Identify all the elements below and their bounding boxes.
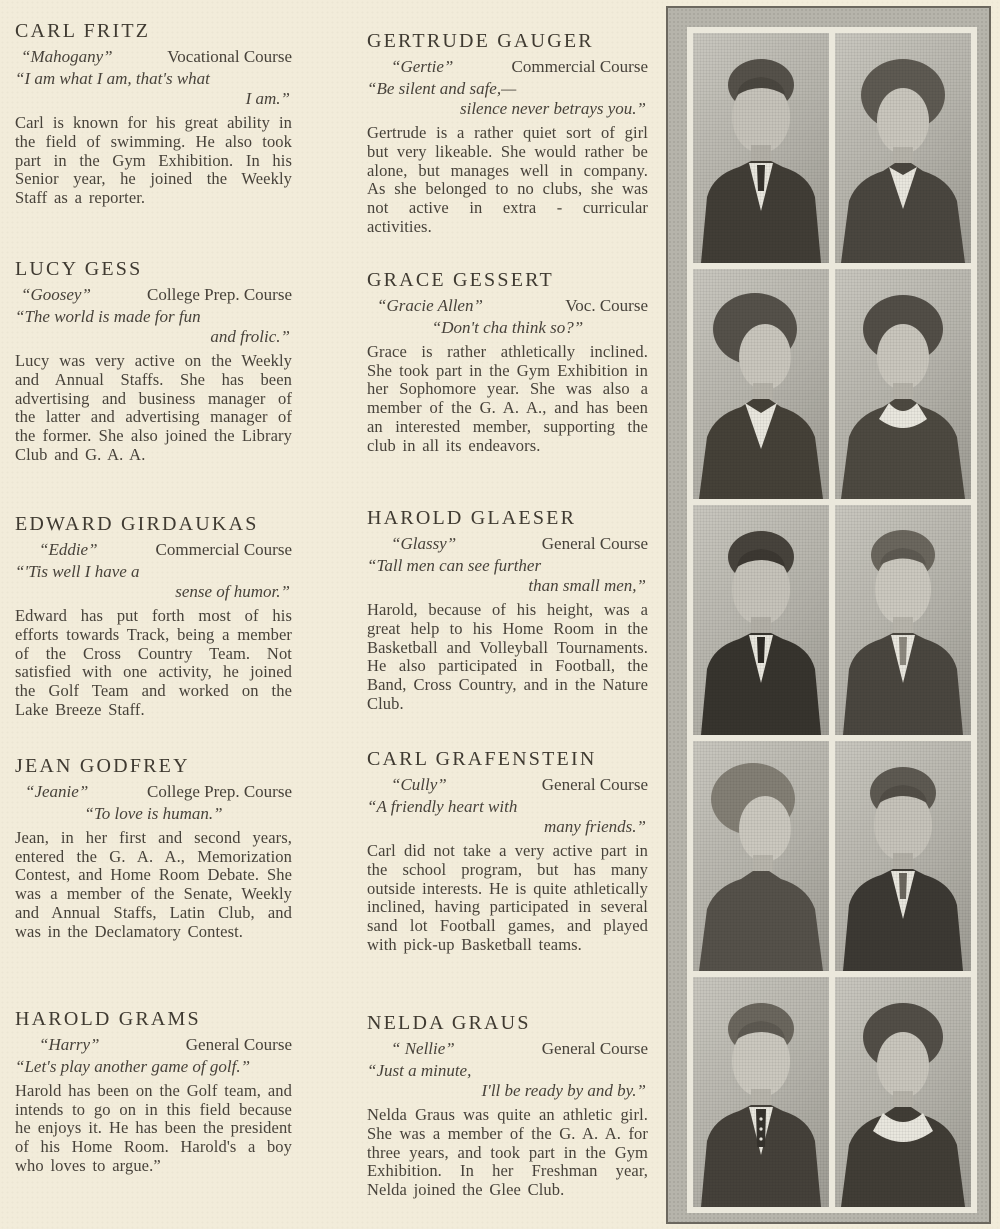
female-portrait-silhouette-icon xyxy=(835,33,971,263)
portrait-photo-jean-godfrey xyxy=(693,741,829,971)
female-portrait-silhouette-icon xyxy=(693,269,829,499)
text-column-left xyxy=(15,0,292,1229)
student-bio: Harold has been on the Golf team, and intends to go on in this field because he enjoys it. He has been the president of his Home Room. Harold's a boy who loves to argue.” xyxy=(15,1081,292,1175)
photo-mat xyxy=(687,27,977,1213)
portrait-photo-grace-gessert xyxy=(835,269,971,499)
student-course: General Course xyxy=(541,534,648,553)
student-course: Commercial Course xyxy=(511,57,648,76)
student-bio: Grace is rather athletically inclined. She took part in the Gym Exhibition in her Sophomore year. She was also a member of the G. A. A., and has been an interested member, supporting the club in all its endeavors. xyxy=(367,342,648,455)
student-entry-carl-fritz xyxy=(15,20,292,208)
student-name: CARL FRITZ xyxy=(15,20,151,42)
student-name: LUCY GESS xyxy=(15,258,143,280)
male-portrait-silhouette-icon xyxy=(693,505,829,735)
student-nickname: “Jeanie” xyxy=(25,782,89,801)
female-portrait-silhouette-icon xyxy=(835,977,971,1207)
student-quote: “Be silent and safe,— silence never betrays you.” xyxy=(367,79,646,119)
student-name: NELDA GRAUS xyxy=(367,1012,531,1034)
student-nickname: “Goosey” xyxy=(21,285,91,304)
student-entry-edward-girdaukas xyxy=(15,513,292,719)
student-entry-carl-grafenstein xyxy=(367,748,648,954)
student-name: JEAN GODFREY xyxy=(15,755,190,777)
student-nickname: “Gertie” xyxy=(391,57,454,76)
student-name: GRACE GESSERT xyxy=(367,269,554,291)
portrait-photo-harold-glaeser xyxy=(835,505,971,735)
student-name: HAROLD GRAMS xyxy=(15,1008,201,1030)
student-quote: “Just a minute, I'll be ready by and by.” xyxy=(367,1061,646,1101)
student-course: College Prep. Course xyxy=(147,782,292,801)
student-course: Commercial Course xyxy=(155,540,292,559)
nickname-course-line xyxy=(367,296,648,316)
student-name: EDWARD GIRDAUKAS xyxy=(15,513,259,535)
student-nickname: “ Nellie” xyxy=(391,1039,455,1058)
student-quote: “A friendly heart with many friends.” xyxy=(367,797,646,837)
male-portrait-silhouette-icon xyxy=(835,505,971,735)
female-portrait-silhouette-icon xyxy=(693,741,829,971)
student-entry-grace-gessert xyxy=(367,269,648,455)
male-portrait-silhouette-icon xyxy=(693,33,829,263)
student-bio: Jean, in her first and second years, entered the G. A. A., Memorization Contest, and Home Room Debate. She was a member of the Senate, Weekly and Annual Staffs, Latin Club, and was in the Declamatory Contest. xyxy=(15,828,292,941)
student-nickname: “Cully” xyxy=(391,775,447,794)
student-quote: “To love is human.” xyxy=(84,804,223,823)
student-entry-jean-godfrey xyxy=(15,755,292,941)
student-quote: “Don't cha think so?” xyxy=(431,318,584,337)
student-entry-harold-glaeser xyxy=(367,507,648,713)
student-nickname: “Gracie Allen” xyxy=(377,296,483,315)
student-course: College Prep. Course xyxy=(147,285,292,304)
portrait-photo-nelda-graus xyxy=(835,977,971,1207)
student-bio: Carl is known for his great ability in the field of swimming. He also took part in the Gym Exhibition. In his Senior year, he joined the Weekly Staff as a reporter. xyxy=(15,113,292,207)
student-quote: “'Tis well I have a sense of humor.” xyxy=(15,562,290,602)
student-nickname: “Harry” xyxy=(39,1035,100,1054)
nickname-course-line xyxy=(15,782,292,802)
nickname-course-line xyxy=(15,285,292,305)
portrait-photo-lucy-gess xyxy=(693,269,829,499)
nickname-course-line xyxy=(367,534,648,554)
student-bio: Gertrude is a rather quiet sort of girl but very likeable. She would rather be alone, but manages well in company. As she belonged to no clubs, she was not active in extra - curricular activities. xyxy=(367,123,648,236)
student-entry-nelda-graus xyxy=(367,1012,648,1200)
female-portrait-silhouette-icon xyxy=(835,269,971,499)
male-portrait-silhouette-icon xyxy=(835,741,971,971)
student-quote: “Tall men can see further than small men,” xyxy=(367,556,646,596)
student-course: General Course xyxy=(541,775,648,794)
nickname-course-line xyxy=(367,57,648,77)
portrait-photo-harold-grams xyxy=(693,977,829,1207)
nickname-course-line xyxy=(15,1035,292,1055)
portrait-photo-carl-grafenstein xyxy=(835,741,971,971)
portrait-photo-carl-fritz xyxy=(693,33,829,263)
male-portrait-silhouette-icon xyxy=(693,977,829,1207)
student-name: CARL GRAFENSTEIN xyxy=(367,748,597,770)
student-nickname: “Glassy” xyxy=(391,534,457,553)
student-name: GERTRUDE GAUGER xyxy=(367,30,594,52)
portrait-photo-edward-girdaukas xyxy=(693,505,829,735)
nickname-course-line xyxy=(15,540,292,560)
student-bio: Lucy was very active on the Weekly and Annual Staffs. She has been advertising and business manager of the latter and advertising manager of the former. She also joined the Library Club and G. A. A. xyxy=(15,351,292,464)
student-bio: Carl did not take a very active part in the school program, but has many outside interests. He is quite athletically inclined, having participated in several sand lot Football games, and played with pick-up Basketball teams. xyxy=(367,841,648,954)
student-nickname: “Mahogany” xyxy=(21,47,113,66)
nickname-course-line xyxy=(367,1039,648,1059)
student-bio: Nelda Graus was quite an athletic girl. She was a member of the G. A. A. for three years, and took part in the Gym Exhibition. In her Freshman year, Nelda joined the Glee Club. xyxy=(367,1105,648,1199)
text-column-middle xyxy=(367,0,648,1229)
student-name: HAROLD GLAESER xyxy=(367,507,577,529)
student-quote: “I am what I am, that's what I am.” xyxy=(15,69,290,109)
student-quote: “Let's play another game of golf.” xyxy=(15,1057,251,1076)
student-course: General Course xyxy=(541,1039,648,1058)
student-course: Voc. Course xyxy=(565,296,648,315)
student-entry-harold-grams xyxy=(15,1008,292,1176)
student-bio: Edward has put forth most of his efforts towards Track, being a member of the Cross Country Team. Not satisfied with one activity, he joined the Golf Team and worked on the Lake Breeze Staff. xyxy=(15,606,292,719)
nickname-course-line xyxy=(367,775,648,795)
student-bio: Harold, because of his height, was a great help to his Home Room in the Basketball and Volleyball Tournaments. He also participated in Football, the Band, Cross Country, and in the Nature Club. xyxy=(367,600,648,713)
photo-panel xyxy=(666,6,991,1224)
student-course: Vocational Course xyxy=(167,47,292,66)
student-quote: “The world is made for fun and frolic.” xyxy=(15,307,290,347)
student-entry-lucy-gess xyxy=(15,258,292,464)
portrait-photo-gertrude-gauger xyxy=(835,33,971,263)
student-nickname: “Eddie” xyxy=(39,540,98,559)
nickname-course-line xyxy=(15,47,292,67)
student-course: General Course xyxy=(185,1035,292,1054)
student-entry-gertrude-gauger xyxy=(367,30,648,236)
